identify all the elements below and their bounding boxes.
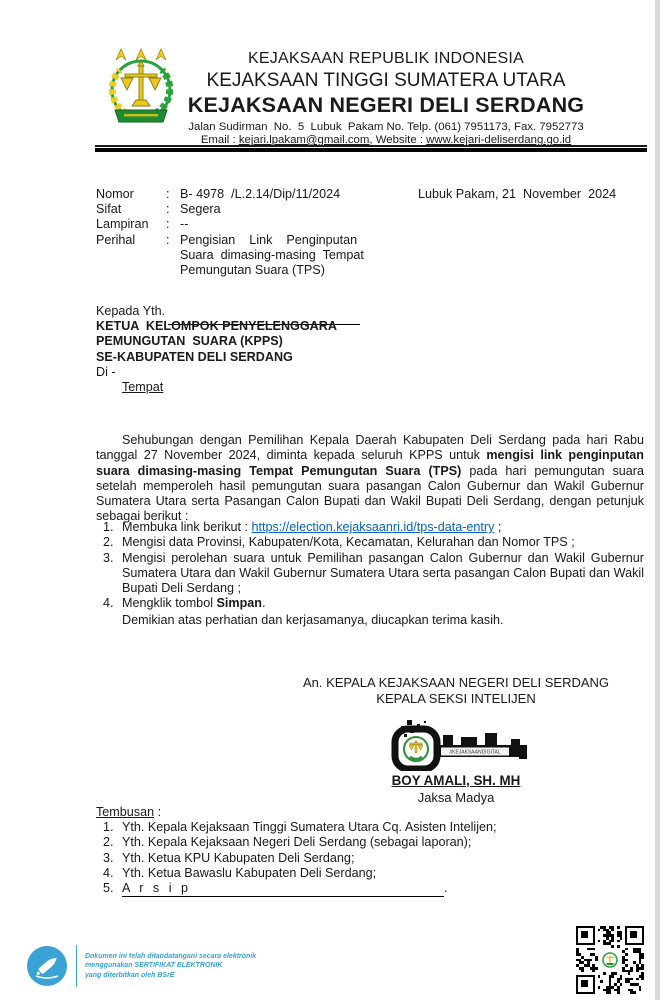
- closing-line: Demikian atas perhatian dan kerjasamanya, diucapkan terima kasih.: [122, 613, 504, 627]
- tembusan-text: Yth. Ketua KPU Kabupaten Deli Serdang;: [122, 850, 355, 865]
- email-link[interactable]: kejari.lpakam@gmail.com: [238, 134, 370, 146]
- tembusan-text: Yth. Kepala Kejaksaan Negeri Deli Serdang (sebagai laporan);: [122, 835, 472, 850]
- key-stamp-icon: [377, 719, 535, 771]
- perihal-line: Pemungutan Suara (TPS): [180, 263, 325, 278]
- tembusan-text: Yth. Kepala Kejaksaan Tinggi Sumatera Utara Cq. Asisten Intelijen;: [122, 820, 497, 835]
- list-text-part: ;: [494, 520, 502, 534]
- letterhead: [130, 50, 642, 146]
- colon: :: [166, 217, 170, 232]
- office-address: Jalan Sudirman No. 5 Lubuk Pakam No. Telp. (061) 7951173, Fax. 7952773: [188, 121, 584, 133]
- signature-title: KEPALA SEKSI INTELIJEN: [376, 691, 536, 706]
- list-number: 1.: [103, 520, 114, 534]
- qr-finder-icon: [576, 975, 595, 994]
- body-text: pada hari pemungutan suara setelah memperoleh hasil pemungutan suara pasangan Calon Gubernur dan Wakil Gubernur Sumatera Utara serta Pasangan Calon Bupati dan Wakil Bupati Deli Serdang, dengan petunjuk sebagai berikut :: [96, 463, 644, 524]
- list-item: [96, 596, 644, 611]
- body-text-bold: mengisi link penginputan suara dimasing-masing Tempat Pemungutan Suara (TPS): [96, 448, 644, 478]
- simpan-label: Simpan: [216, 596, 262, 611]
- letter-date: Lubuk Pakam, 21 November 2024: [418, 187, 617, 201]
- digital-signature-stamp: [271, 719, 641, 769]
- tembusan-block: [96, 805, 497, 897]
- email-label: Email :: [200, 134, 239, 146]
- tembusan-number: 2.: [103, 835, 114, 850]
- org-name-office: KEJAKSAAN NEGERI DELI SERDANG: [187, 93, 585, 117]
- website-link[interactable]: www.kejari-deliserdang.go.id: [426, 134, 572, 146]
- list-text-part: .: [262, 596, 266, 611]
- signer-name: BOY AMALI, SH. MH: [391, 773, 521, 788]
- tembusan-text: [122, 881, 497, 897]
- tembusan-item-arsip: [96, 881, 497, 897]
- sifat-value: Segera: [180, 202, 221, 217]
- tembusan-number: 5.: [103, 881, 114, 896]
- list-item: [96, 535, 644, 550]
- esign-note: [85, 952, 256, 981]
- recipient-line: SE-KABUPATEN DELI SERDANG: [96, 349, 293, 364]
- letter-meta: [96, 187, 364, 278]
- meta-row-sifat: [96, 202, 364, 217]
- esign-divider: [76, 945, 77, 987]
- website-label: , Website :: [369, 134, 427, 146]
- org-name-republic: KEJAKSAAN REPUBLIK INDONESIA: [248, 50, 524, 67]
- qr-finder-icon: [576, 926, 595, 945]
- salutation: Kepada Yth.: [96, 304, 166, 318]
- tps-data-entry-link[interactable]: https://election.kejaksaanri.id/tps-data-entry: [251, 520, 495, 534]
- scan-edge: [655, 0, 660, 1000]
- nomor-value: B- 4978 /L.2.14/Dip/11/2024: [180, 187, 341, 201]
- lampiran-label: Lampiran: [96, 217, 149, 232]
- tembusan-number: 1.: [103, 820, 114, 835]
- tembusan-heading: [96, 805, 497, 820]
- recipient-line: PEMUNGUTAN SUARA (KPPS): [96, 334, 283, 349]
- bsre-logo-icon: [26, 945, 68, 987]
- meta-row-lampiran: [96, 217, 364, 232]
- meta-row-nomor: [96, 187, 364, 202]
- tembusan-item: [96, 866, 497, 881]
- letterhead-divider: [95, 145, 647, 152]
- list-item: [96, 551, 644, 597]
- tembusan-colon: :: [154, 805, 162, 819]
- esign-note-line: yang diterbitkan oleh BSrE: [85, 971, 175, 979]
- perihal-value: [180, 233, 364, 279]
- qr-center-logo-icon: [600, 950, 620, 970]
- tembusan-item: [96, 820, 497, 835]
- esign-note-line: Dokumen ini telah ditandatangani secara elektronik: [85, 952, 257, 960]
- lampiran-value: --: [180, 217, 189, 232]
- instruction-list: [96, 520, 644, 612]
- tembusan-number: 3.: [103, 850, 114, 865]
- list-number: 3.: [103, 550, 114, 565]
- stamp-hashtag-text: #KEJAKSAANDIGITAL: [449, 749, 501, 756]
- tembusan-number: 4.: [103, 865, 114, 880]
- esign-footer: [26, 945, 256, 987]
- list-text-part: Membuka link berikut :: [122, 520, 252, 534]
- arsip-period: .: [444, 881, 448, 896]
- perihal-label: Perihal: [96, 232, 136, 247]
- tembusan-label: Tembusan: [96, 805, 155, 819]
- list-text: Mengisi perolehan suara untuk Pemilihan pasangan Calon Gubernur dan Wakil Gubernur Sumatera Utara dan Wakil Gubernur Sumatera Utara serta pasangan Calon Bupati dan Wakil Bupati Deli Serdang ;: [122, 550, 644, 596]
- list-number: 4.: [103, 596, 114, 611]
- perihal-line: Suara dimasing-masing Tempat: [180, 247, 364, 262]
- recipient-place: Tempat: [122, 380, 164, 395]
- qr-code: [576, 926, 644, 994]
- signature-block: [271, 675, 641, 806]
- body-text: Sehubungan dengan Pemilihan Kepala Daerah Kabupaten Deli Serdang pada hari Rabu tanggal 27 November 2024, diminta kepada seluruh KPPS untuk: [96, 433, 644, 463]
- list-text: [122, 520, 644, 535]
- list-text-part: Mengklik tombol: [122, 596, 217, 611]
- arsip-label: A r s i p: [122, 881, 444, 897]
- esign-note-line: menggunakan SERTIFIKAT ELEKTRONIK: [85, 962, 223, 970]
- list-item: [96, 520, 644, 535]
- list-text: [122, 596, 644, 611]
- tembusan-text: Yth. Ketua Bawaslu Kabupaten Deli Serdang;: [122, 865, 377, 880]
- recipient-di: Di -: [96, 364, 116, 379]
- body-paragraph: [96, 433, 644, 525]
- list-number: 2.: [103, 535, 114, 550]
- meta-row-perihal: [96, 233, 364, 279]
- recipient-line: KETUA KELOMPOK PENYELENGGARA: [96, 319, 337, 334]
- colon: :: [166, 232, 170, 247]
- perihal-line: Pengisian Link Penginputan: [180, 232, 358, 247]
- signature-an-line: An. KEPALA KEJAKSAAN NEGERI DELI SERDANG: [302, 675, 610, 690]
- colon: :: [166, 202, 170, 217]
- list-text: Mengisi data Provinsi, Kabupaten/Kota, Kecamatan, Kelurahan dan Nomor TPS ;: [122, 535, 575, 550]
- nomor-label: Nomor: [96, 187, 134, 201]
- colon: :: [166, 187, 170, 201]
- signer-rank: Jaksa Madya: [417, 790, 495, 805]
- qr-finder-icon: [625, 926, 644, 945]
- recipient-block: [96, 304, 337, 395]
- tembusan-item: [96, 835, 497, 850]
- org-name-province: KEJAKSAAN TINGGI SUMATERA UTARA: [206, 70, 566, 91]
- tembusan-item: [96, 851, 497, 866]
- sifat-label: Sifat: [96, 202, 122, 217]
